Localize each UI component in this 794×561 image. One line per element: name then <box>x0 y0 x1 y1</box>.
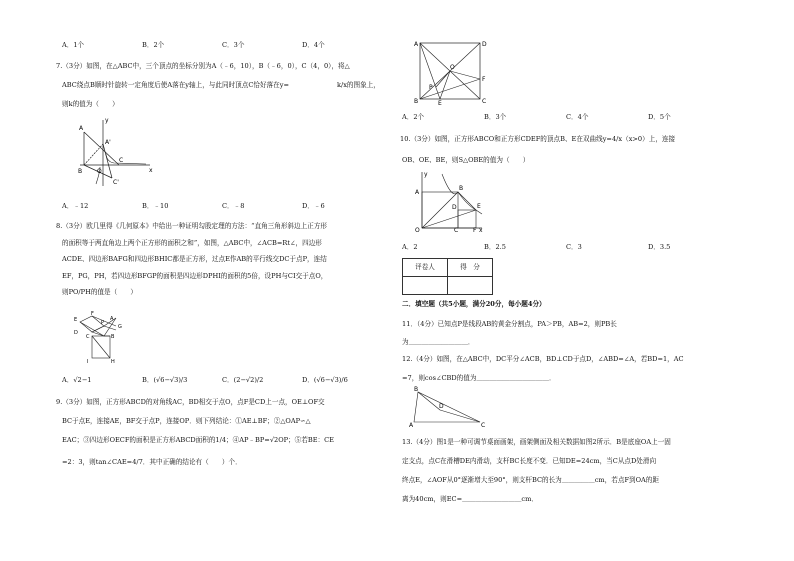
q7-line-2-tail: k/x的图象上， <box>337 81 380 89</box>
q9-label-f: F <box>482 76 486 83</box>
q13-line-4: 离为40cm，则EC=＿＿＿＿＿＿＿＿＿cm． <box>402 495 538 503</box>
q9-line-3: EAC；③四边形OECF的面积是正方形ABCD面积的1/4；④AP﹣BP=√2OP；⑤若BE：CE <box>62 436 334 444</box>
q10-label-o: O <box>415 227 420 232</box>
q9-option-a: A．2个 <box>402 113 425 121</box>
q9-label-o: O <box>450 64 455 71</box>
q7-line-3: 则k的值为（ ） <box>62 100 119 108</box>
q10-option-a: A．2 <box>402 243 418 251</box>
q8-options <box>62 376 382 384</box>
q9-option-c: C．4个 <box>566 113 589 121</box>
q8-label-e: E <box>74 317 78 323</box>
q9-figure <box>414 39 490 105</box>
q8-label-g: G <box>118 324 122 330</box>
score-table-score: 得 分 <box>448 259 493 277</box>
q6-option-a: A．1个 <box>62 41 85 49</box>
q9-options <box>402 113 730 121</box>
q8-label-p: P <box>101 320 105 326</box>
q10-options <box>402 243 730 251</box>
q12-label-c: C <box>481 422 486 428</box>
q7-label-a: A <box>79 125 84 132</box>
q11-line-2: 为＿＿＿＿＿＿＿＿＿． <box>402 338 475 346</box>
q9-label-c: C <box>482 98 487 105</box>
q8-line-3: ACDE、四边形BAFG和四边形BHIC都是正方形，过点E作AB的平行线交DC于点P，连结 <box>62 255 327 263</box>
q9-label-d: D <box>482 41 487 48</box>
q8-line-2: 的面积等于两直角边上两个正方形的面积之和”，如图，△ABC中，∠ACB=Rt∠，四边形 <box>62 239 322 247</box>
q13-line-1: 13.（4分）图1是一种可调节桌面画架，画架侧面及相关数据如图2所示．B是底座OA上一固 <box>402 438 671 446</box>
q10-label-e: E <box>477 203 481 210</box>
q9-label-b: B <box>414 98 419 105</box>
q7-line-2: ABC绕点B顺时针旋转一定角度后使A落在y轴上，与此同时顶点C恰好落在y= <box>62 81 290 89</box>
q9-line-4: =2：3，则tan∠CAE=4/7．其中正确的结论有（ ）个． <box>62 458 242 466</box>
q13-line-3: 终点E，∠AOF从0°逐渐增大至90°，则支杆BC的长为＿＿＿＿＿cm，若点F到OA的距 <box>402 476 659 484</box>
q7-line-1: 7.（3分）如图，在△ABC中，三个顶点的坐标分别为A（﹣6，10），B（﹣6，0），C（4，0），将△ <box>56 62 350 70</box>
q7-options <box>62 202 382 210</box>
q12-line-2: =7，则cos∠CBD的值为＿＿＿＿＿＿＿＿＿＿＿． <box>402 374 556 382</box>
q8-line-4: EF，PG，PH，若四边形BFGP的面积是四边形DPHI的面积的5倍，设PH与CI交于点O， <box>62 272 328 280</box>
q12-label-a: A <box>409 422 414 428</box>
q7-option-d: D．﹣6 <box>302 202 325 210</box>
q9-line-1: 9.（3分）如图，正方形ABCD的对角线AC，BD相交于点O，点F是CD上一点，OE⊥OF交 <box>56 398 325 406</box>
q10-label-x: x <box>479 227 483 232</box>
q10-label-c: C <box>454 227 459 232</box>
q7-label-o: O <box>97 168 102 175</box>
q11-line-1: 11．（4分）已知点P是线段AB的黄金分割点，PA＞PB，AB=2，则PB长 <box>402 320 617 328</box>
q7-label-a-prime: A' <box>105 139 111 146</box>
q8-option-c: C．(2−√2)/2 <box>222 376 264 384</box>
q8-label-i: I <box>87 359 89 365</box>
q9-label-e: E <box>438 100 442 105</box>
q10-label-y: y <box>424 171 428 178</box>
q7-figure <box>76 114 156 188</box>
q8-label-f: F <box>91 311 94 317</box>
q10-line-2: OB、OE、BE，则S△OBE的值为（ ） <box>402 156 530 164</box>
q8-label-b: B <box>111 334 115 340</box>
q9-label-p: P <box>429 84 433 91</box>
q8-label-d: D <box>74 330 78 336</box>
q10-option-b: B．2.5 <box>484 243 506 251</box>
q7-label-x: x <box>149 167 153 174</box>
q10-option-c: C．3 <box>566 243 582 251</box>
q7-label-c-prime: C' <box>113 179 119 186</box>
q6-options <box>62 41 382 49</box>
q9-line-2: BC于点E，连接AE，BF交于点P，连接OP．则下列结论：①AE⊥BF；②△OAP∽△ <box>62 417 311 425</box>
q10-label-a: A <box>415 189 420 196</box>
q10-label-d: D <box>452 204 457 211</box>
q10-figure <box>412 170 484 232</box>
q12-figure <box>408 386 488 428</box>
q10-label-b: B <box>459 185 464 192</box>
q9-option-b: B．3个 <box>484 113 507 121</box>
q9-label-a: A <box>414 41 419 48</box>
score-table <box>402 258 493 295</box>
q7-label-c: C <box>119 157 124 164</box>
score-table-grader-cell <box>403 277 448 295</box>
q9-option-d: D．5个 <box>648 113 671 121</box>
q6-option-d: D．4个 <box>302 41 325 49</box>
q8-option-b: B．(√6−√3)/3 <box>142 376 188 384</box>
q10-label-f: F <box>473 227 477 232</box>
q8-label-c: C <box>86 334 90 340</box>
q10-line-1: 10.（3分）如图，正方形ABCO和正方形CDEF的顶点B、E在双曲线y=4/x（x>0）上，连接 <box>400 135 676 143</box>
q10-option-d: D．3.5 <box>648 243 671 251</box>
q7-option-b: B．﹣10 <box>142 202 169 210</box>
section-title: 二．填空题（共5小题，满分20分，每小题4分） <box>402 300 546 308</box>
q7-option-c: C．﹣8 <box>222 202 245 210</box>
q6-option-c: C．3个 <box>222 41 245 49</box>
q8-option-a: A．√2−1 <box>62 376 92 384</box>
q8-option-d: D．(√6−√3)/6 <box>302 376 348 384</box>
q12-line-1: 12.（4分）如图，在△ABC中，DC平分∠ACB，BD⊥CD于点D，∠ABD=∠A，若BD=1，AC <box>402 355 684 363</box>
score-table-grader: 评卷人 <box>403 259 448 277</box>
q8-line-5: 则PO/PH的值是（ ） <box>62 288 138 296</box>
q12-label-d: D <box>439 403 444 410</box>
q8-figure <box>74 308 124 366</box>
q12-label-b: B <box>414 386 419 393</box>
q6-option-b: B．2个 <box>142 41 165 49</box>
q7-label-b: B <box>78 168 83 175</box>
q13-line-2: 定支点，点C在滑槽DE内滑动，支杆BC长度不变．已知DE=24cm，当C从点D处滑向 <box>402 457 657 465</box>
q8-line-1: 8.（3分）欧几里得《几何原本》中给出一种证明勾股定理的方法：“直角三角形斜边上正方形 <box>56 222 328 230</box>
q8-label-a: A <box>110 316 114 322</box>
q7-label-y: y <box>105 117 109 124</box>
q7-option-a: A．﹣12 <box>62 202 89 210</box>
q8-label-h: H <box>111 359 115 365</box>
score-table-score-cell <box>448 277 493 295</box>
